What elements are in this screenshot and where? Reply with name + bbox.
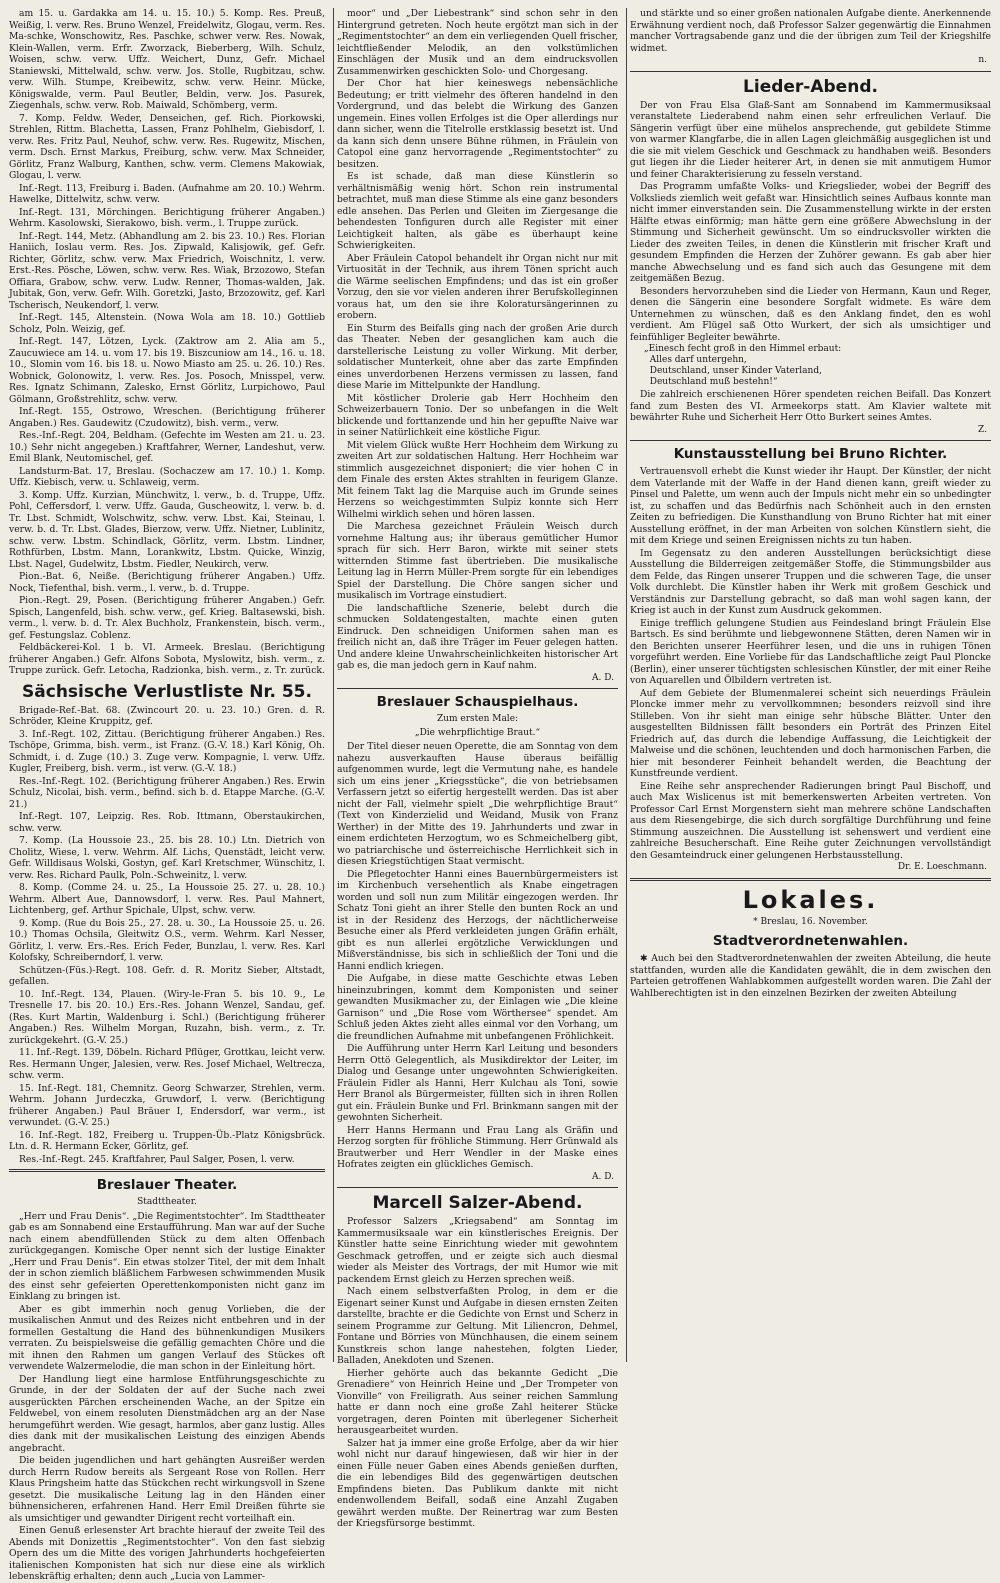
section-divider (630, 440, 991, 441)
article-paragraph: Eine Reihe sehr ansprechender Radierungen bringt Paul Bischoff, und auch Max Wislicenus ist mit bemerkenswerten Arbeiten vertreten. Von Professor Carl Ernst Morgenstern sieht man mehrere schöne Landschaften aus dem Riesengebirge, die sich durch sorgfältige Durchführung und feine Stimmung auszeichnen. Die Ausstellung ist sehenswert und verdient eine zahlreiche Besucherschaft. Eine Reihe guter Zeichnungen vervollständigt den Gesamteindruck einer gelungenen Herbstausstellung. (630, 780, 991, 861)
loss-entry: 7. Komp. (La Houssoie 23., 25. bis 28. 10.) Ltn. Dietrich von Cholitz, Wiese, l. verw. Wehrm. Alf. Lichs, Quenstädt, leicht verw. Gefr. Willdisaus Wolski, Gostyn, gef. Karl Kretschmer, Wünschitz, l. verw. Res. Richard Paulk, Poln.-Schweinitz, l. verw. (9, 835, 325, 881)
premiere-note: Zum ersten Male: (436, 714, 519, 724)
loss-entry: 7. Komp. Feldw. Weder, Denseichen, gef. Rich. Piorkowski, Strehlen, Rittm. Blachetta, Lassen, Franz Pohlhelm, Giebisdorf, l. verw. Res. Fritz Paul, Neuhof, schw. verw. Res. Rugewitz, Mischen, verm. Dsch. Ernst Markus, Freiburg, schw. verw. Max Schneider, Görlitz, Franz Walburg, Kanthen, schw. verm. Clemens Makowiak, Glogau, l. verw. (9, 112, 325, 181)
lokales-heading: Lokales. (742, 885, 879, 914)
article-paragraph: Die zahlreich erschienenen Hörer spendeten reichen Beifall. Das Konzert fand zum Besten des VI. Armeekorps statt. Am Klavier waltete mit bewährter Ruhe und Sicherheit Herr Otto Burkert seines Amtes. (630, 389, 991, 423)
theater-review (9, 1211, 325, 1583)
article-paragraph: Der Handlung liegt eine harmlose Entführungsgeschichte zu Grunde, in der der Soldaten der auf der Suche nach zwei ausgerückten Pärchen erscheinenden Wache, an der Spitze ein Feldwebel, von einem resoluten Dienstmädchen arg an der Nase herumgeführt werden. Wie gesagt, harmlos, aber ganz lustig. Alles dies dank mit der musikalischen Leistung des einzigen Abends angebracht. (9, 1373, 325, 1454)
loss-entry: Schützen-(Füs.)-Regt. 108. Gefr. d. R. Moritz Sieber, Altstadt, gefallen. (9, 964, 325, 987)
author-signature: Z. (978, 424, 987, 435)
loss-entry: Inf.-Regt. 145, Altenstein. (Nowa Wola am 18. 10.) Gottlieb Scholz, Poln. Weizig, gef. (9, 312, 325, 335)
article-paragraph: Vertrauensvoll erhebt die Kunst wieder ihr Haupt. Der Künstler, der nicht dem Vaterlande mit der Waffe in der Hand dienen kann, greift wieder zu Pinsel und Palette, um wenn auch der Impuls nicht mehr ein so unbedingter ist, zu schaffen und das Bedürfnis nach Schönheit auch in den ernsten Zeiten zu befriedigen. Die Kunsthandlung von Bruno Richter hat mit einer Ausstellung eröffnet, in der man Arbeiten von solchen Künstlern sieht, die mit dem Kriege und seinen Ereignissen nichts zu tun haben. (630, 466, 991, 546)
section-divider (630, 71, 991, 72)
article-paragraph: Die landschaftliche Szenerie, belebt durch die schmucken Soldatengestalten, machte einen guten Eindruck. Den schneidigen Uniformen sahen man es freilich nicht an, daß ihre Träger im Feuer gelegen hatten. Und andere kleine Unwahrscheinlichkeiten historischer Art gab es, die man jedoch gern in Kauf nahm. (337, 602, 618, 671)
article-paragraph: „Herr und Frau Denis“. „Die Regimentstochter“. Im Stadttheater gab es am Sonnabend eine Erstaufführung. Man war auf der Suche nach einem abendfüllenden Stück zu dem alten Offenbach zurückgegangen. Komische Oper nennt sich der lustige Einakter „Herr und Frau Denis“. Ein etwas stolzer Titel, der mit dem Inhalt der in schon ziemlich bläßlichem Farbwesen schwimmenden Musik des einst sehr gefeierten Operettenkomponisten nicht ganz im Einklang zu bringen ist. (9, 1210, 325, 1302)
article-paragraph: Herr Hanns Hermann und Frau Lang als Gräfin und Herzog sorgten für fröhliche Stimmung. Herr Grünwald als Brautwerber und Herr Wendler in der Maske eines Hofrates zeigten ein glückliches Gemisch. (337, 1124, 618, 1170)
loss-entry: Brigade-Ref.-Bat. 68. (Zwincourt 20. u. 23. 10.) Gren. d. R. Schröder, Kleine Kruppitz, gef. (9, 704, 325, 727)
article-paragraph: Es ist schade, daß man diese Künstlerin so verhältnismäßig wenig hört. Schon rein instrumental betrachtet, muß man diese Stimme als eine ganz besonders edle ansehen. Das Perlen und Gleiten im Ziergesange die behendesten Tonfiguren durch alle Register mit einer Leichtigkeit halten, als gäbe es überhaupt keine Schwierigkeiten. (337, 171, 618, 251)
article-paragraph: Einen Genuß erlesenster Art brachte hierauf der zweite Teil des Abends mit Donizettis „Regimentstochter“. Von den fast siebzig Opern des um die Mitte des vorigen Jahrhunderts hochgefeierten italienischen Komponisten hat sich nur diese eine als wirklich lebenskräftig erhalten; denn auch „Lucia von Lammer- (9, 1525, 325, 1582)
theater-subheading: Stadttheater. (137, 1197, 197, 1207)
theater-review-continued (337, 8, 618, 672)
lieder-abend-review (630, 100, 991, 424)
article-paragraph: Ein Sturm des Beifalls ging nach der großen Arie durch das Theater. Neben der gesanglichen kam auch die darstellerische Leistung zu voller Wirkung. Mit derber, soldatischer Munterkeit, ohne aber das zarte Empfinden eines unverdorbenen Herzens vermissen zu lassen, fand diese Marie im Mittelpunkte der Handlung. (337, 322, 618, 391)
loss-entry: Res.-Inf.-Regt. 245. Kraftfahrer, Paul Salger, Posen, l. verw. (19, 1153, 295, 1165)
loss-entry: Feldbäckerei-Kol. 1 b. VI. Armeek. Breslau. (Berichtigung früherer Angaben.) Gefr. Alfons Sobota, Myslowitz, bish. verm., z. Truppe zurück. Gefr. Letocha, Radzionka, bish. verm., z. Tr. zurück. (9, 642, 325, 676)
loss-entry: 10. Inf.-Regt. 134, Plauen. (Wiry-le-Fran 5. bis 10. 9., Le Tresnelle 17. bis 20. 10.) Ers.-Res. Johann Wenzel, Sandau, gef. (Res. Kurt Martin, Waldenburg i. Schl.) (Berichtigung früherer Angaben.) Res. Wilhelm Morgan, Ruzahn, bish. verm., z. Tr. zurückgekehrt. (G.-V. 25.) (9, 988, 325, 1046)
article-paragraph: Hierher gehörte auch das bekannte Gedicht „Die Grenadiere“ von Heinrich Heine und „Der Trompeter von Vionville“ von Freiligrath. Aus seiner reichen Sammlung hatte er dann noch eine große Zahl heiterer Stücke vorgetragen, deren Pointen mit überlegener Sicherheit herausgearbeitet wurden. (337, 1367, 618, 1436)
article-paragraph: Mit vielem Glück wußte Herr Hochheim dem Wirkung zu zweiten Art zur soldatischen Haltung. Herr Hochheim war stimmlich ausgezeichnet disponiert; die vier hohen C in dem Finale des ersten Aktes strahlten in feurigem Glanze. Mit feinem Takt lag die Marquise auch im Grunde seines Herzens so weichgestimmten Sulpiz konnte sich Herr Wilhelmi wirklich sehen und hören lassen. (337, 439, 618, 520)
loss-entry: Inf.-Regt. 107, Leipzig. Res. Rob. Ittmann, Oberstaukirchen, schw. verw. (9, 811, 325, 834)
author-signature: n. (978, 55, 987, 65)
marcell-salzer-heading: Marcell Salzer-Abend. (372, 1193, 583, 1213)
article-paragraph: moor“ und „Der Liebestrank“ sind schon sehr in den Hintergrund getreten. Noch heute ergötzt man sich in der „Regimentstochter“ an dem ein verliegenden Quell frischer, leichtfließender Melodik, an den volkstümlichen Einschlägen der Musik und an dem eindrucksvollen Zusammenwirken geschickten Solo- und Chorgesang. (337, 8, 618, 77)
article-paragraph: Der Chor hat hier keineswegs nebensächliche Bedeutung; er tritt vielmehr des öfteren handelnd in den Vordergrund, und das belebt die Wirkung des Ganzen ungemein. Eines vollen Erfolges ist die Oper allerdings nur dann sicher, wenn die Titelrolle erstklassig besetzt ist. Und da kann sich denn unsere Bühne rühmen, in Fräulein von Catopol eine ganz hervorragende „Regimentstochter“ zu besitzen. (337, 78, 618, 170)
schauspielhaus-heading: Breslauer Schauspielhaus. (376, 694, 579, 710)
loss-entry: 3. Komp. Uffz. Kurzian, Münchwitz, l. verw., b. d. Truppe, Uffz. Pohl, Ceffersdorf, l. verw. Uffz. Gauda, Guscheowitz, l. verw. b. d. Tr. Lbst. Schmidt, Wolschwitz, schw. verw. Lbst. Kai, Steinau, l. verw. b. d. Tr. Lbst. Glades, Bierzow, verw. Uffz. Nietner, Lublinitz, schw. verw. Lbstm. Schindlack, Görlitz, verm. Lbstm. Lindner, Rothfürben, Lbstm. Mann, Lorankwitz, Lbstm. Quicke, Winzig, Lbst. Nagel, Gudelwitz, Lbstm. Fiedler, Neukirch, verw. (9, 489, 325, 570)
column-left (6, 8, 328, 1582)
article-paragraph: Nach einem selbstverfaßten Prolog, in dem er die Eigenart seiner Kunst und Aufgabe in diesen ernsten Zeiten darstellte, brachte er die Gedichte von Ernst und Scherz in seinem Programme zur Geltung. Mit Liliencron, Dehmel, Fontane und Börries von Münchhausen, die einem seinem Kunstkreis schon lange nahestehen, folgten Lieder, Balladen, Anekdoten und Szenen. (337, 1286, 618, 1366)
author-signature: A. D. (592, 672, 614, 683)
column-right (626, 8, 994, 1362)
kunstausstellung-heading: Kunstausstellung bei Bruno Richter. (673, 446, 948, 462)
saxon-loss-list-heading: Sächsische Verlustliste Nr. 55. (22, 681, 312, 702)
theater-heading: Breslauer Theater. (96, 1177, 238, 1193)
article-paragraph: Der von Frau Elsa Glaß-Sant am Sonnabend im Kammermusiksaal veranstaltete Liederabend nahm einen sehr erfreulichen Verlauf. Die Sängerin verfügt über eine mühelos ansprechende, gut gebildete Stimme von warmer Klangfarbe, die in allen Lagen gleichmäßig ausgeglichen ist und die sie mit vielem Geschick und Geschmack zu handhaben weiß. Besonders gut liegen ihr die Lieder heiterer Art, in denen sie mit anmutigem Humor und feiner Charakterisierung zu fesseln verstand. (630, 99, 991, 180)
loss-entry: Inf.-Regt. 113, Freiburg i. Baden. (Aufnahme am 20. 10.) Wehrm. Hawelke, Dittelwitz, schw. verw. (9, 182, 325, 205)
schauspielhaus-review (337, 741, 618, 1171)
loss-entry: 15. Inf.-Regt. 181, Chemnitz. Georg Schwarzer, Strehlen, verm. Wehrm. Johann Jurdeczka, Gruwdorf, l. verw. (Berichtigung früherer Angaben.) Paul Bräuer I, Endersdorf, war verm., ist verwundet. (G.-V. 25.) (9, 1082, 325, 1128)
article-paragraph: Der Titel dieser neuen Operette, die am Sonntag von dem nahezu ausverkauften Hause überaus beifällig aufgenommen wurde, legt die Vermutung nahe, es handele sich um eins jener „Kriegsstücke“, die von betriebsamen Verfassern jetzt so eifertig hergestellt werden. Das ist aber nicht der Fall, vielmehr spielt „Die wehrpflichtige Braut“ (Text von Kinderzielid und Weidand, Musik von Franz Werther) in der Mitte des 19. Jahrhunderts und zwar in einem erdichteten Herzogtum, wo es Schmeichelberg gibt, wo patriarchische und österreichische Herrlichkeit sich in diesen Kriegstüchtigen Staat vermischt. (337, 741, 618, 867)
marcell-salzer-review (337, 1216, 618, 1530)
kunstausstellung-review (630, 466, 991, 861)
loss-entry: Res.-Inf.-Regt. 204, Beldham. (Gefechte im Westen am 21. u. 23. 10.) Sehr nicht angegeben.) Kraftfahrer, Werner, Landeshut, verw. Emil Blank, Neutomischel, gef. (9, 430, 325, 464)
loss-entry: 11. Inf.-Regt. 139, Döbeln. Richard Pflüger, Grottkau, leicht verw. Res. Hermann Unger, Jalesien, verw. Res. Josef Michael, Weltrecza, schw. verm. (9, 1047, 325, 1081)
article-paragraph: Im Gegensatz zu den anderen Ausstellungen berücksichtigt diese Ausstellung die Bilderreigen zeitgemäßer Stoffe, die Stimmungsbilder aus dem Felde, das Ringen unserer Truppen und die schweren Tage, die unser Volk durchlebt. Die Künstler haben ihr Werk mit großem Geschick und Verständnis zur Darstellung gebracht, so daß man wohl sagen kann, der Krieg ist auch in der Kunst zum Ausdruck gekommen. (630, 547, 991, 616)
column-middle (333, 8, 621, 1529)
article-paragraph: Einige trefflich gelungene Studien aus Feindesland bringt Fräulein Else Bartsch. Es sind berühmte und liebgewonnene Stätten, deren Namen wir in den Berichten unserer Heerführer lesen, und die uns in ruhigen Tönen vorgeführt werden. Eine Vorliebe für das Landschaftliche zeigt Paul Ploncke (Berlin), einer unserer tüchtigsten schlesischen Künstler, der mit einer Reihe von Aquarellen und Ölbildern vertreten ist. (630, 617, 991, 686)
loss-entry: 16. Inf.-Regt. 182, Freiberg u. Truppen-Üb.-Platz Königsbrück. Ltn. d. R. Hermann Ecker, Görlitz, gef. (9, 1129, 325, 1152)
section-divider (337, 1187, 618, 1188)
loss-entry: Landsturm-Bat. 17, Breslau. (Sochaczew am 17. 10.) 1. Komp. Uffz. Kiebisch, verw. u. Schlaweig, verm. (9, 465, 325, 488)
quoted-verse: „Einesch fecht groß in den Himmel erbaut: Alles darf untergehn, Deutschland, unser Kinder Vaterland, Deutschland muß bestehn!“ (644, 344, 842, 387)
loss-entry: am 15. u. Gardakka am 14. u. 15. 10.) 5. Komp. Res. Preuß, Weißig, l. verw. Res. Bruno Wenzel, Freidelwitz, Glogau, verm. Res. Ma-schke, Wonschowitz, Res. Paschke, schwer verw. Res. Nowak, Klein-Wallen, verm. Erfr. Zworzack, Bieberberg, Wilh. Schulz, Woisen, schw. verw. Uffz. Weichert, Dunz, Gefr. Michael Staniewski, Mittelwald, schw. verw. Jos. Stolle, Rugbitzau, schw. verw. Wilh. Stumpe, Kreibewitz, schw. verw. Heinr. Mücke, Königswalde, verm. Paul Beutler, Beldin, verw. Jos. Pasurek, Ziegenhals, schw. verw. Rob. Maiwald, Schömberg, verm. (9, 8, 325, 111)
article-paragraph: Salzer hat ja immer eine große Erfolge, aber da wir hier wohl nicht nur darauf hingewiesen, daß wir hier in der einen Fülle neuer Gaben eines Abends genießen durften, die ein lebendiges Bild des gegenwärtigen deutschen Empfindens bieten. Das Publikum dankte mit nicht endenwollendem Beifall, sodaß eine Anzahl Zugaben gewährt werden mußte. Der Reinertrag war zum Besten der Kriegsfürsorge bestimmt. (337, 1437, 618, 1529)
article-paragraph: Die Aufführung unter Herrn Karl Leitung und besonders Herrn Ottö Gelegentlich, als Musikdirektor der Leiter, im Dialog und Gesange unter ungewohnten Schwierigkeiten. Fräulein Fidler als Hanni, Herr Kulchau als Toni, sowie Herr Branol als Bürgermeister, füllten sich in ihren Rollen gut ein. Fräulein Bunke und Frl. Brinkmann sangen mit der gewohnten Sicherheit. (337, 1043, 618, 1123)
dateline: * Breslau, 16. November. (753, 916, 868, 927)
article-paragraph: Das Programm umfaßte Volks- und Kriegslieder, wobei der Begriff des Volkslieds ziemlich weit gefaßt war. Hinsichtlich seines Aufbaus konnte man nicht immer einverstanden sein. Die Zusammenstellung wirkte in der ersten Hälfte etwas einförmig; man hätte gern eine größere Abwechslung in der Stimmung und Sicherheit gewünscht. Um so eindrucksvoller wirkten die Lieder des zweiten Teiles, in denen die Künstlerin mit frischer Kraft und gesundem Empfinden die Herzen der Zuhörer gewann. Es gab aber hier manche Abwechselung und es fand sich auch das Gesungene mit dem zeitgemäßen Bezug. (630, 181, 991, 284)
section-divider (630, 878, 991, 881)
loss-entry: Pion.-Regt. 29, Posen. (Berichtigung früherer Angaben.) Gefr. Spisch, Langenfeld, bish. schw. verw., gef. Krieg. Baltasewski, bish. verm., l. verw. b. d. Tr. Alex Buchholz, Frankenstein, bisch. verm., gef. Festungslaz. Coblenz. (9, 595, 325, 641)
article-paragraph: Aber Fräulein Catopol behandelt ihr Organ nicht nur mit Virtuosität in der Technik, aus ihrem Tönen spricht auch die Wärme seelischen Empfindens; und das ist ein großer Vorzug, den sie vor vielen anderen ihrer Berufskolleginnen voraus hat, um den sie ihre Koloratursängerinnen zu erobern. (337, 252, 618, 321)
loss-entry: Inf.-Regt. 147, Lötzen, Lyck. (Zaktrow am 2. Alia am 5., Zaucuwiece am 14. u. vom 17. bis 19. Biszcuniow am 14., 16. u. 18. 10., Slomin vom 16. bis 18. u. Nowo Miasto am 25. u. 26. 10.) Res. Wobnick, Golonowitz, l. verw. Res. Jos. Posoch, Mnisspel, verw. Res. Ignatz Schimann, Zalesko, Ernst Görlitz, Lurpichowo, Paul Gölmann, Großstrehlitz, schw. verw. (9, 336, 325, 405)
author-signature: Dr. E. Loeschmann. (897, 862, 987, 872)
article-paragraph: Aber es gibt immerhin noch genug Vorlieben, die der musikalischen Anmut und des Reizes nicht entbehren und in der formellen Gestaltung die Hand des bühnenkundigen Musikers verraten. Zu beispielsweise die gefällig gemachten Chöre und die mit ihnen den Rahmen um gangen Verlauf des Stückes oft verwendete Walzermelodie, die man schon in der Einleitung hört. (9, 1303, 325, 1372)
article-paragraph: Auf dem Gebiete der Blumenmalerei scheint sich neuerdings Fräulein Ploncke immer mehr zu vervollkommnen; besonders reizvoll sind ihre Stilleben. Von ihr sieht man einige sehr hübsche Blätter. Unter den ausgestellten Bildnissen fällt besonders ein Porträt des Prinzen Eitel Friedrich auf, das durch die lebendige Auffassung, die Leichtigkeit der Malweise und die schönen, leuchtenden und doch harmonischen Farben, die hier mit besonderer Feinheit behandelt werden, die Beachtung der Kunstfreunde verdient. (630, 687, 991, 779)
play-title: „Die wehrpflichtige Braut.“ (414, 727, 541, 738)
loss-entry: Inf.-Regt. 155, Ostrowo, Wreschen. (Berichtigung früherer Angaben.) Res. Gaudewitz (Czudowitz), bish. verm., verw. (9, 406, 325, 429)
loss-list-top (9, 8, 325, 677)
loss-list-bottom (9, 705, 325, 1166)
section-divider (337, 688, 618, 689)
loss-entry: Res.-Inf.-Regt. 102. (Berichtigung früherer Angaben.) Res. Erwin Schulz, Nicolai, bish. verm., befind. sich b. d. Etappe Marche. (G.-V. 21.) (9, 775, 325, 810)
article-paragraph: Die Pflegetochter Hanni eines Bauernbürgermeisters ist im Kirchenbuch versehentlich als Knabe eingetragen worden und soll nun zum Militär eingezogen werden. Ihr Schatz Toni gieht an ihrer Stelle den bunten Rock an und ist in der Residenz des Herzogs, der nächtlicherweise Besuche einer als Pferd verkleideten jungen Gräfin erhält, gibt es nun allerlei ergötzliche Verwicklungen und Mißverständnisse, bis sich in schließlich der Toni und die Hanni endlich kriegen. (337, 868, 618, 972)
lieder-abend-heading: Lieder-Abend. (743, 76, 878, 97)
section-divider (9, 1169, 325, 1172)
article-paragraph: Die beiden jugendlichen und hart gehängten Ausreißer werden durch Herrn Rudow bereits als Sergeant Rose von Rollen. Herr Klaus Pringsheim hatte das Stückchen recht wirkungsvoll in Szene gesetzt. Die musikalische Leitung lag in den Händen einer bühnensicheren, erfahrenen Hand. Herr Emil Dreißen führte sie als umsichtiger und gewandter Dirigent recht vorteilhaft ein. (9, 1455, 325, 1524)
loss-entry: 9. Komp. (Rue du Bois 25., 27. 28. u. 30., La Houssoie 25. u. 26. 10.) Thomas Ochsila, Gleitwitz O.S., verm. Wehrm. Karl Nesser, Görlitz, l. verw. Ers.-Res. Erich Feder, Bunzlau, l. verw. Res. Karl Kolofsky, Schreiberndorf, l. verw. (9, 917, 325, 963)
article-paragraph: Die Aufgabe, in diese matte Geschichte etwas Leben hineinzubringen, kommt dem Komponisten und seiner gewandten Musikmacher zu, der Einlagen wie „Die kleine Garnison“ und „Die Rose vom Wörthersee“ spendet. Am Schluß jeden Aktes zieht alles einmal vor den Vorhang, um die freundlichen Aufnahme mit unbefangenen Fröhlichkeit. (337, 973, 618, 1042)
article-paragraph: und stärkte und so einer großen nationalen Aufgabe diente. Anerkennende Erwähnung verdient noch, daß Professor Salzer gegenwärtig die Einnahmen mancher Vortragsabende ganz und die der übrigen zum Teil der Kriegshilfe widmet. (630, 8, 991, 54)
stadtverordnetenwahlen-heading: Stadtverordnetenwahlen. (712, 933, 909, 949)
article-paragraph: Besonders hervorzuheben sind die Lieder von Hermann, Kaun und Reger, denen die Sängerin eine besondere Sorgfalt widmete. Es wäre dem Unternehmen zu wünschen, daß es den Anklang findet, den es wohl verdient. Am Flügel saß Otto Wurkert, der sich als umsichtiger und feinfühliger Begleiter bewährte. (630, 285, 991, 343)
author-signature: A. D. (592, 1171, 614, 1182)
loss-entry: 8. Komp. (Comme 24. u. 25., La Houssoie 25. 27. u. 28. 10.) Wehrm. Albert Aue, Dannowsdorf, l. verw. Res. Paul Mahnert, Lichtenberg, gef. Arthur Spichale, Ulpst, schw. verw. (9, 882, 325, 916)
article-paragraph: Professor Salzers „Kriegsabend“ am Sonntag im Kammermusiksaale war ein künstlerisches Ereignis. Der Künstler hatte seine Einrichtung wieder mit gewohntem Geschmack getroffen, und er zeigte sich auch diesmal wieder als Meister des Vortrags, der mit Humor wie mit packendem Ernst gleich zu Herzen sprechen weiß. (337, 1216, 618, 1285)
article-paragraph: Mit köstlicher Drolerie gab Herr Hochheim den Schweizerbauern Tonio. Der so unbefangen in die Welt blickende und forttanzende und hin her gepuffte Naive war in seiner Natürlichkeit eine köstliche Figur. (337, 392, 618, 438)
loss-entry: 3. Inf.-Regt. 102, Zittau. (Berichtigung früherer Angaben.) Res. Tschöpe, Grimma, bish. verm., ist Franz. (G.-V. 18.) Karl König, Oh. Schmidt, i. d. Zuge (10.) 3. Zuge verw. Kompagnie, l. verw. Uffz. Kugler, Freiberg, bish. verm., ist verw. (G.-V. 18.) (9, 728, 325, 774)
article-paragraph: Die Marchesa gezeichnet Fräulein Weisch durch vornehme Haltung aus; ihr überaus gemütlicher Humor sprach für sich. Herr Baron, wirkte mit seiner stets witternden Stimme fast übertrieben. Die musikalische Leitung lag in Herrn Müller-Prem sorgte für ein lebendiges Spiel der Darstellung. Die Chöre sangen sicher und musikalisch im Vortrage einstudiert. (337, 521, 618, 601)
loss-entry: Pion.-Bat. 6, Neiße. (Berichtigung früherer Angaben.) Uffz. Nock, Tiefenthal, bish. verm., l. verw., b. d. Truppe. (9, 571, 325, 594)
loss-entry: Inf.-Regt. 131, Mörchingen. Berichtigung früherer Angaben.) Wehrm. Kasolowski, Sierakowo, bish. verm., l. Truppe zurück. (9, 206, 325, 229)
article-paragraph: ✱ Auch bei den Stadtverordnetenwahlen der zweiten Abteilung, die heute stattfanden, wurden alle die Kandidaten gewählt, die in dem zwischen den Parteien getroffenen Wahlabkommen aufgestellt worden waren. Die Zahl der Wahlberechtigten ist in den einzelnen Bezirken der zweiten Abteilung (630, 953, 991, 999)
loss-entry: Inf.-Regt. 144, Metz. (Abhandlung am 2. bis 23. 10.) Res. Florian Haniich, Ioslau verm. Res. Jos. Zipwald, Kalisjowik, gef. Gefr. Richter, Görlitz, schw. verw. Max Friedrich, Woischnitz, l. verw. Erst.-Res. Pösche, Löwen, schw. verw. Res. Wiak, Brzozowo, Stefan Offiara, Grabow, schw. verw. Ludw. Renner, Thomas-walden, Jak. Jubitak, Gon, verw. Gefr. Wilh. Goretzki, Jasto, Brzozowitz, gef. Karl Tscherisch, Neukendorf, l. verw. (9, 230, 325, 311)
